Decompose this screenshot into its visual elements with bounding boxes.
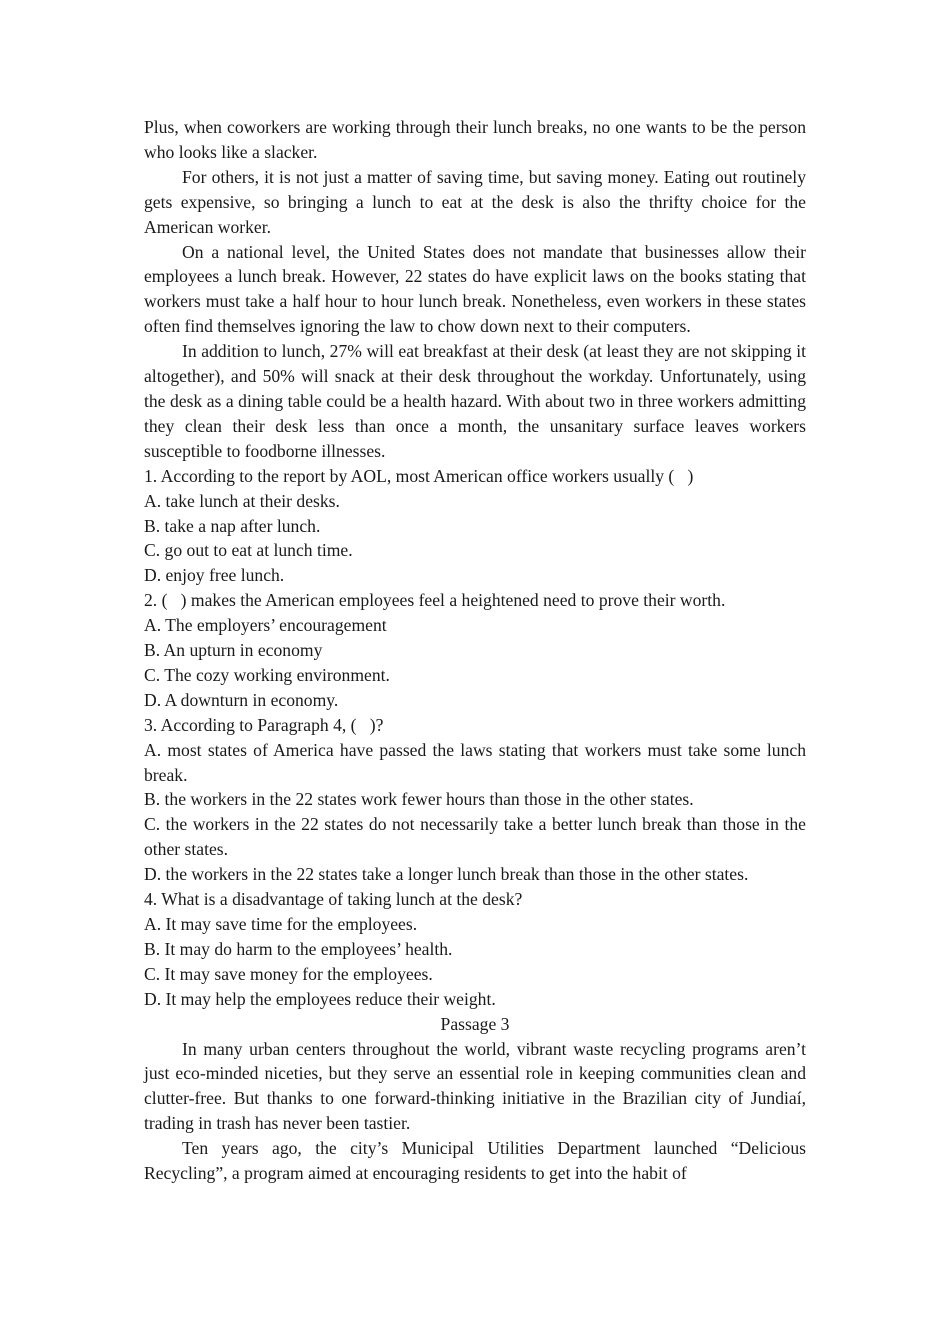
passage3-paragraph-1: In many urban centers throughout the world, vibrant waste recycling programs aren’t just eco-minded niceties, but they serve an essential role in keeping communities clean and clutter-free. But thanks to one forward-thinking initiative in the Brazilian city of Jundiaí, trading in trash has never been tastier. (144, 1038, 806, 1134)
passage2-paragraph-4: In addition to lunch, 27% will eat breakfast at their desk (at least they are not skipping it altogether), and 50% will snack at their desk throughout the workday. Unfortunately, using the desk as a dining table could be a health hazard. With about two in three workers admitting they clean their desk less than once a month, the unsanitary surface leaves workers susceptible to foodborne illnesses. (144, 341, 806, 461)
question-1-option-a: A. take lunch at their desks. (144, 490, 340, 511)
question-2-option-d: D. A downturn in economy. (144, 689, 339, 710)
passage2-paragraph-2: For others, it is not just a matter of saving time, but saving money. Eating out routinely gets expensive, so bringing a lunch to eat at the desk is also the thrifty choice for the American worker. (144, 166, 806, 237)
question-1-option-d: D. enjoy free lunch. (144, 565, 285, 586)
question-4-option-a: A. It may save time for the employees. (144, 914, 418, 934)
question-2-option-c: C. The cozy working environment. (144, 664, 390, 685)
question-4-option-c: C. It may save money for the employees. (144, 963, 433, 984)
question-1-stem: 1. According to the report by AOL, most American office workers usually ( ) (144, 465, 694, 486)
passage3-heading: Passage 3 (440, 1013, 510, 1034)
passage3-paragraph-2: Ten years ago, the city’s Municipal Utilities Department launched “Delicious Recycling”, a program aimed at encouraging residents to get into the habit of (144, 1138, 806, 1184)
question-2-option-b: B. An upturn in economy (144, 640, 323, 661)
question-3-option-d: D. the workers in the 22 states take a longer lunch break than those in the other states. (144, 864, 749, 885)
passage2-paragraph-3: On a national level, the United States does not mandate that businesses allow their employees a lunch break. However, 22 states do have explicit laws on the books stating that workers must take a half hour to hour lunch break. Nonetheless, even workers in these states often find themselves ignoring the law to chow down next to their computers. (144, 241, 806, 337)
question-2-option-a: A. The employers’ encouragement (144, 615, 387, 636)
question-3-option-b: B. the workers in the 22 states work fewer hours than those in the other states. (144, 789, 694, 810)
question-3-option-a: A. most states of America have passed the laws stating that workers must take some lunch break. (144, 739, 806, 785)
question-3-option-c: C. the workers in the 22 states do not necessarily take a better lunch break than those in the other states. (144, 814, 806, 860)
question-1-option-b: B. take a nap after lunch. (144, 515, 321, 536)
question-3-stem: 3. According to Paragraph 4, ( )? (144, 714, 384, 735)
question-4-option-b: B. It may do harm to the employees’ health. (144, 938, 453, 959)
question-4-stem: 4. What is a disadvantage of taking lunch at the desk? (144, 889, 523, 910)
document-body (144, 115, 806, 1186)
question-4-option-d: D. It may help the employees reduce their weight. (144, 988, 496, 1009)
question-1-option-c: C. go out to eat at lunch time. (144, 540, 353, 561)
passage2-paragraph-1: Plus, when coworkers are working through their lunch breaks, no one wants to be the person who looks like a slacker. (144, 117, 806, 162)
question-2-stem: 2. ( ) makes the American employees feel a heightened need to prove their worth. (144, 590, 726, 611)
